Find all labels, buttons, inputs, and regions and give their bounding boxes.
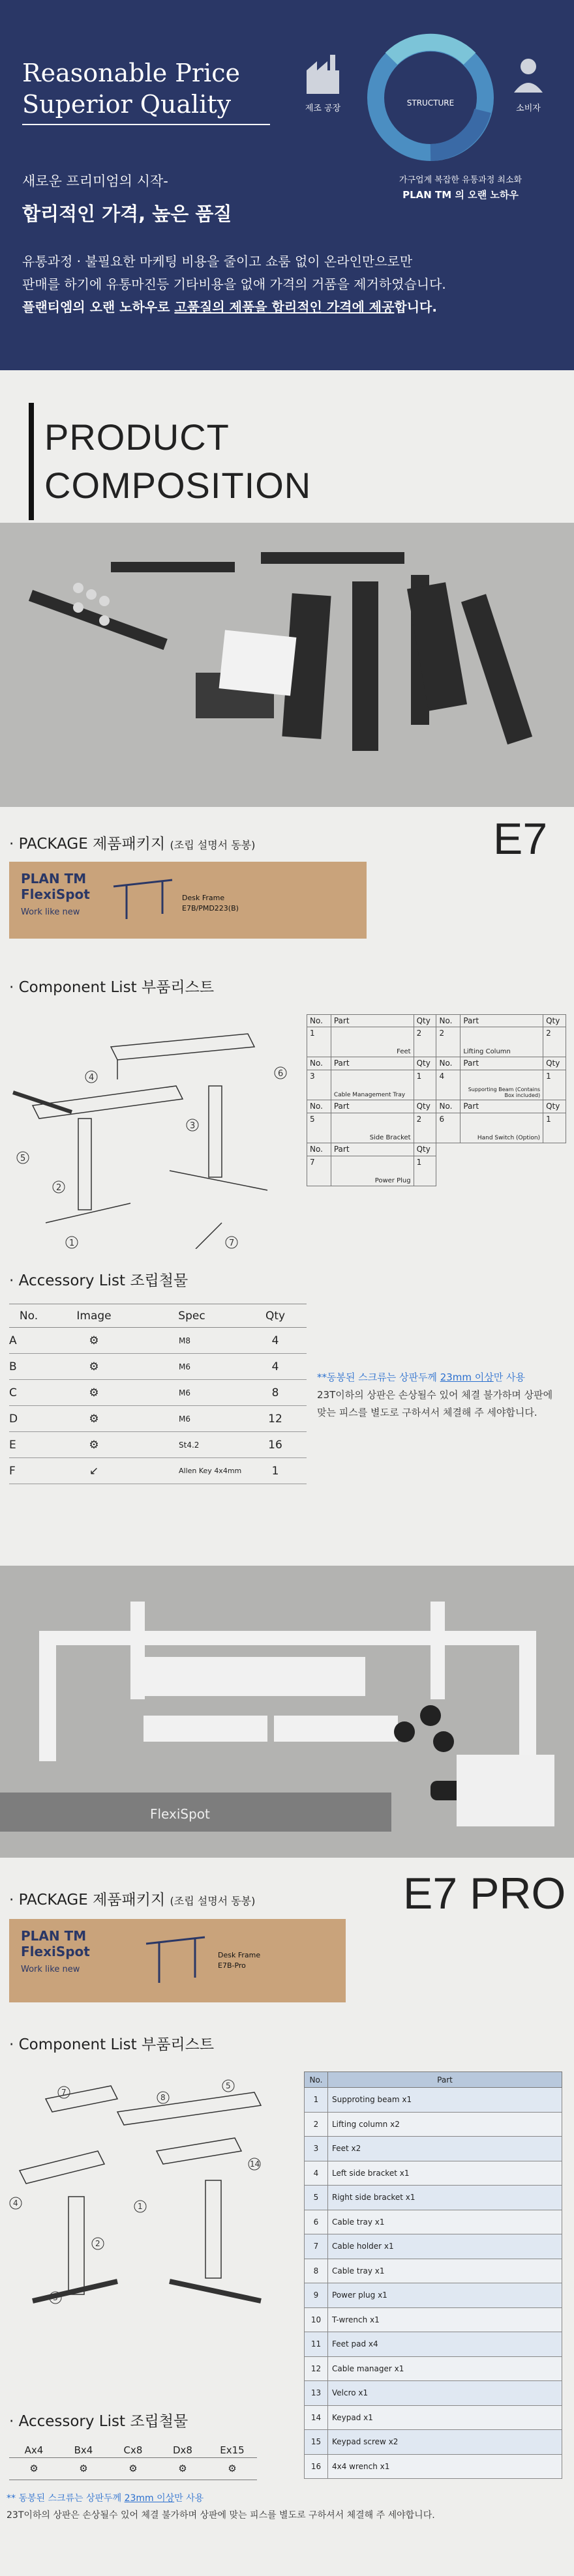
e7-part-qty: 2 (414, 1027, 436, 1057)
table-row (307, 1027, 566, 1057)
e7-part-qty: 1 (414, 1156, 436, 1186)
acc-no: B (9, 1354, 48, 1380)
svg-text:1: 1 (69, 1238, 75, 1248)
e7-parts-head-qty-4: Qty (543, 1057, 566, 1070)
e7-parts-head-qty: Qty (414, 1015, 436, 1027)
table-row (305, 2137, 562, 2161)
e7-parts-head-part-4: Part (461, 1057, 543, 1070)
svg-text:3: 3 (190, 1121, 196, 1131)
e7pro-package-label-text: · PACKAGE 제품패키지 (9, 1892, 166, 1909)
acc-head-d: Dx8 (158, 2443, 207, 2457)
hero-banner (0, 0, 574, 370)
pro-part-no: 8 (305, 2259, 328, 2283)
e7-note-a: **동봉된 스크류는 상판두께 (317, 1371, 440, 1383)
pro-part-name: Right side bracket x1 (328, 2186, 562, 2210)
table-row (305, 2186, 562, 2210)
bolt-icon: ⚙ (48, 1380, 140, 1406)
e7pro-accessory-label: · Accessory List 조립철물 (9, 2413, 189, 2430)
table-row (305, 2405, 562, 2430)
table-row (305, 2234, 562, 2259)
table-row (305, 2088, 562, 2113)
e7-note-line3: 맞는 피스를 별도로 구하셔서 체결해 주 세야합니다. (317, 1407, 537, 1418)
e7-parts-head-no-5: No. (307, 1100, 331, 1113)
right-brandline (356, 188, 565, 202)
e7pro-component-label: · Component List 부품리스트 (9, 2036, 215, 2053)
desc-line2: 판매를 하기에 유통마진등 기타비용을 없애 가격의 거품을 제거하였습니다. (22, 276, 446, 292)
screw-icon: ⚙ (48, 1432, 140, 1458)
bolt-icon: ⚙ (108, 2457, 158, 2480)
acc-head-image: Image (48, 1304, 140, 1328)
svg-text:2: 2 (95, 2239, 100, 2248)
e7-part-no: 4 (436, 1070, 461, 1100)
desc-line3-c: 합니다. (394, 299, 437, 315)
right-caption: 가구업계 복잡한 유통과정 최소화 (399, 175, 522, 185)
pro-part-name: Cable holder x1 (328, 2234, 562, 2259)
e7pro-package-label (9, 1888, 255, 1909)
svg-text:4: 4 (89, 1073, 95, 1083)
table-row (307, 1113, 566, 1143)
acc-no: F (9, 1458, 48, 1484)
pro-part-name: 4x4 wrench x1 (328, 2454, 562, 2479)
hero-tagline: 새로운 프리미엄의 시작- (22, 173, 168, 189)
e7pro-box-slogan: Work like new (21, 1965, 80, 1974)
pro-part-no: 16 (305, 2454, 328, 2479)
e7-package-box (9, 862, 367, 939)
screw-icon: ⚙ (59, 2457, 108, 2480)
e7-note-line2: 23T이하의 상판은 손상될수 있어 체결 불가하며 상판에 (317, 1389, 553, 1401)
pro-part-no: 1 (305, 2088, 328, 2113)
e7pro-package-box (9, 1919, 346, 2002)
e7-box-frame-sketch (107, 873, 179, 926)
e7-parts-head-qty-5: Qty (414, 1100, 436, 1113)
e7pro-note-c: 만 사용 (174, 2493, 204, 2504)
acc-spec: M8 (140, 1328, 244, 1354)
e7pro-note-line2: 23T이하의 상판은 손상될수 있어 체결 불가하며 상판에 맞는 피스를 별도로 구하셔서 체결해 주 세야합니다. (7, 2510, 435, 2521)
e7pro-model-name: E7 PRO (403, 1869, 566, 1918)
e7pro-box-brand2: FlexiSpot (21, 1944, 90, 1959)
e7-parts-head-qty-3: Qty (414, 1057, 436, 1070)
e7-component-label: · Component List 부품리스트 (9, 979, 215, 996)
desc-line3-a: 플랜티엠의 오랜 노하우로 (22, 299, 175, 315)
e7-part-no: 1 (307, 1027, 331, 1057)
factory-icon (307, 55, 339, 94)
pro-part-name: Cable manager x1 (328, 2356, 562, 2381)
e7pro-box-frame-sketch (140, 1931, 211, 1989)
acc-spec: Allen Key 4x4mm (140, 1458, 244, 1484)
allen-key-icon: ↙ (48, 1458, 140, 1484)
pro-part-no: 13 (305, 2381, 328, 2406)
e7-box-frame-code: E7B/PMD223(B) (182, 904, 239, 913)
e7-parts-head-no-7: No. (307, 1143, 331, 1156)
e7-parts-head-part-6: Part (461, 1100, 543, 1113)
svg-text:6: 6 (278, 1069, 284, 1079)
svg-text:5: 5 (20, 1154, 26, 1164)
svg-text:3: 3 (53, 2293, 58, 2302)
acc-spec: M6 (140, 1380, 244, 1406)
acc-head-b: Bx4 (59, 2443, 108, 2457)
e7-part-name: Power Plug (331, 1156, 414, 1186)
table-row (305, 2332, 562, 2357)
e7pro-parts-table (304, 2071, 562, 2479)
table-row (9, 1380, 307, 1406)
e7pro-box-frame-label: Desk Frame (218, 1951, 261, 1959)
e7-part-qty: 2 (543, 1027, 566, 1057)
e7pro-photo-brand: FlexiSpot (150, 1806, 210, 1822)
svg-text:5: 5 (226, 2081, 231, 2090)
table-row (305, 2259, 562, 2283)
table-row (305, 2430, 562, 2455)
e7pro-package-note: (조립 설명서 동봉) (170, 1895, 256, 1907)
e7-box-brand1: PLAN TM (21, 871, 87, 886)
pro-parts-head-part: Part (328, 2072, 562, 2088)
e7pro-exploded-diagram (7, 2066, 294, 2320)
composition-title (44, 413, 311, 510)
hero-description (22, 250, 564, 319)
pro-part-name: Supproting beam x1 (328, 2088, 562, 2113)
e7-package-label (9, 832, 255, 853)
pro-part-no: 7 (305, 2234, 328, 2259)
e7-parts-head-qty-7: Qty (414, 1143, 436, 1156)
bolt-icon: ⚙ (48, 1406, 140, 1432)
e7pro-note-line1 (7, 2490, 567, 2507)
acc-qty: 16 (244, 1432, 307, 1458)
acc-qty: 4 (244, 1354, 307, 1380)
table-row (307, 1070, 566, 1100)
e7-box-frame (182, 893, 239, 914)
e7-part-name: Supporting Beam (Contains Box included) (461, 1070, 543, 1100)
e7-part-name: Lifting Column (461, 1027, 543, 1057)
table-row (305, 2112, 562, 2137)
structure-diagram (294, 33, 567, 163)
table-row (305, 2454, 562, 2479)
e7-box-slogan: Work like new (21, 907, 80, 917)
table-row (9, 1406, 307, 1432)
e7-parts-head-qty-6: Qty (543, 1100, 566, 1113)
acc-spec: St4.2 (140, 1432, 244, 1458)
pro-part-no: 10 (305, 2307, 328, 2332)
e7pro-box-frame-code: E7B-Pro (218, 1961, 246, 1970)
acc-no: E (9, 1432, 48, 1458)
svg-text:1: 1 (138, 2202, 143, 2211)
table-row (305, 2307, 562, 2332)
pro-part-name: Power plug x1 (328, 2283, 562, 2308)
e7pro-note-b: 23mm 이상 (124, 2493, 175, 2504)
table-row (307, 1156, 566, 1186)
brand-suffix: 의 오랜 노하우 (455, 189, 519, 201)
hero-title (22, 57, 277, 120)
e7-part-qty: 2 (414, 1113, 436, 1143)
acc-head-a: Ax4 (9, 2443, 59, 2457)
e7-package-label-text: · PACKAGE 제품패키지 (9, 836, 166, 853)
composition-title-line1: PRODUCT (44, 417, 230, 458)
svg-text:4: 4 (13, 2199, 18, 2208)
e7-parts-head-no-3: No. (307, 1057, 331, 1070)
hero-title-line1: Reasonable Price (22, 59, 240, 87)
acc-head-qty: Qty (244, 1304, 307, 1328)
svg-text:14: 14 (250, 2159, 260, 2169)
pro-part-no: 2 (305, 2112, 328, 2137)
svg-text:8: 8 (160, 2093, 166, 2102)
e7pro-box-brand1: PLAN TM (21, 1928, 87, 1944)
table-row (9, 1458, 307, 1484)
e7-parts-head-no: No. (307, 1015, 331, 1027)
e7-accessory-label: · Accessory List 조립철물 (9, 1272, 189, 1289)
screw-icon: ⚙ (9, 2457, 59, 2480)
bolt-icon: ⚙ (158, 2457, 207, 2480)
e7-box-brand2: FlexiSpot (21, 886, 90, 902)
e7-parts-head-no-6: No. (436, 1100, 461, 1113)
pro-part-name: Left side bracket x1 (328, 2161, 562, 2186)
acc-head-spec: Spec (140, 1304, 244, 1328)
pro-parts-head-no: No. (305, 2072, 328, 2088)
e7-model-name: E7 (493, 814, 548, 864)
desc-line3-b: 고품질의 제품을 합리적인 가격에 제공 (174, 299, 395, 315)
pro-part-name: Cable tray x1 (328, 2259, 562, 2283)
e7-note-b: 23mm 이상 (440, 1371, 494, 1383)
pro-part-name: Feet pad x4 (328, 2332, 562, 2357)
pro-part-name: Feet x2 (328, 2137, 562, 2161)
e7-parts-table (307, 1014, 566, 1186)
e7-part-qty: 1 (543, 1070, 566, 1100)
screw-icon: ⚙ (207, 2457, 257, 2480)
pro-part-no: 15 (305, 2430, 328, 2455)
svg-text:2: 2 (56, 1183, 62, 1193)
e7-part-name: Cable Management Tray (331, 1070, 414, 1100)
e7-screw-note (317, 1369, 567, 1422)
e7-accessory-table (9, 1304, 307, 1484)
e7-exploded-diagram (7, 1008, 300, 1249)
e7-part-qty: 1 (414, 1070, 436, 1100)
e7-part-qty: 1 (543, 1113, 566, 1143)
e7-parts-head-part-3: Part (331, 1057, 414, 1070)
factory-label: 제조 공장 (305, 104, 341, 113)
acc-no: A (9, 1328, 48, 1354)
table-row (9, 1354, 307, 1380)
acc-qty: 4 (244, 1328, 307, 1354)
table-row (9, 1432, 307, 1458)
e7-parts-head-qty-2: Qty (543, 1015, 566, 1027)
pro-part-no: 9 (305, 2283, 328, 2308)
pro-part-no: 3 (305, 2137, 328, 2161)
screw-icon: ⚙ (48, 1328, 140, 1354)
e7-note-c: 만 사용 (493, 1371, 526, 1383)
svg-text:7: 7 (229, 1238, 235, 1248)
composition-accent-bar (29, 403, 34, 520)
e7-part-no: 2 (436, 1027, 461, 1057)
e7pro-accessory-table (9, 2443, 257, 2480)
hero-headline: 합리적인 가격, 높은 품질 (22, 203, 232, 225)
table-row (305, 2283, 562, 2308)
table-row (305, 2210, 562, 2234)
brand-logo: PLAN TM (402, 189, 452, 201)
acc-spec: M6 (140, 1354, 244, 1380)
e7-package-note: (조립 설명서 동봉) (170, 839, 256, 851)
table-row (305, 2161, 562, 2186)
svg-text:7: 7 (61, 2088, 67, 2097)
e7-box-brand (21, 871, 90, 902)
pro-part-no: 12 (305, 2356, 328, 2381)
e7pro-product-photo (0, 1566, 574, 1858)
table-row (305, 2381, 562, 2406)
pro-part-no: 6 (305, 2210, 328, 2234)
pro-part-no: 11 (305, 2332, 328, 2357)
pro-part-name: T-wrench x1 (328, 2307, 562, 2332)
acc-head-c: Cx8 (108, 2443, 158, 2457)
pro-part-name: Keypad x1 (328, 2405, 562, 2430)
e7-parts-head-part-5: Part (331, 1100, 414, 1113)
e7-part-no: 3 (307, 1070, 331, 1100)
e7-part-no: 5 (307, 1113, 331, 1143)
structure-label: STRUCTURE (406, 98, 455, 108)
pro-part-no: 4 (305, 2161, 328, 2186)
composition-title-line2: COMPOSITION (44, 465, 312, 506)
e7-note-line1 (317, 1369, 567, 1386)
e7-parts-head-no-2: No. (436, 1015, 461, 1027)
e7pro-screw-note (7, 2490, 567, 2524)
table-row (9, 1328, 307, 1354)
desc-line1: 유통과정 · 불필요한 마케팅 비용을 줄이고 쇼룸 없이 온라인만으로만 (22, 254, 413, 269)
e7pro-box-brand (21, 1928, 90, 1959)
e7pro-box-frame (218, 1950, 260, 1971)
e7-part-no: 6 (436, 1113, 461, 1143)
pro-part-name: Lifting column x2 (328, 2112, 562, 2137)
acc-qty: 8 (244, 1380, 307, 1406)
acc-head-e: Ex15 (207, 2443, 257, 2457)
e7-product-photo (0, 523, 574, 807)
acc-head-no: No. (9, 1304, 48, 1328)
e7-parts-head-no-4: No. (436, 1057, 461, 1070)
acc-no: C (9, 1380, 48, 1406)
table-row (305, 2356, 562, 2381)
e7-box-frame-label: Desk Frame (182, 894, 225, 902)
acc-qty: 1 (244, 1458, 307, 1484)
e7pro-note-a: ** 동봉된 스크류는 상판두께 (7, 2493, 125, 2504)
consumer-icon (514, 59, 543, 93)
hero-right-caption (356, 173, 565, 202)
consumer-label: 소비자 (516, 104, 541, 113)
e7-part-name: Feet (331, 1027, 414, 1057)
desc-line3 (22, 296, 564, 319)
acc-spec: M6 (140, 1406, 244, 1432)
acc-no: D (9, 1406, 48, 1432)
e7-part-no: 7 (307, 1156, 331, 1186)
pro-part-no: 5 (305, 2186, 328, 2210)
pro-part-name: Velcro x1 (328, 2381, 562, 2406)
e7-parts-head-part-2: Part (461, 1015, 543, 1027)
acc-qty: 12 (244, 1406, 307, 1432)
hero-divider (22, 124, 270, 125)
pro-part-no: 14 (305, 2405, 328, 2430)
e7-part-name: Hand Switch (Option) (461, 1113, 543, 1143)
e7-parts-head-part-7: Part (331, 1143, 414, 1156)
e7-part-name: Side Bracket (331, 1113, 414, 1143)
screw-icon: ⚙ (48, 1354, 140, 1380)
pro-part-name: Keypad screw x2 (328, 2430, 562, 2455)
e7-parts-head-part: Part (331, 1015, 414, 1027)
pro-part-name: Cable tray x1 (328, 2210, 562, 2234)
hero-title-line2: Superior Quality (22, 90, 232, 119)
